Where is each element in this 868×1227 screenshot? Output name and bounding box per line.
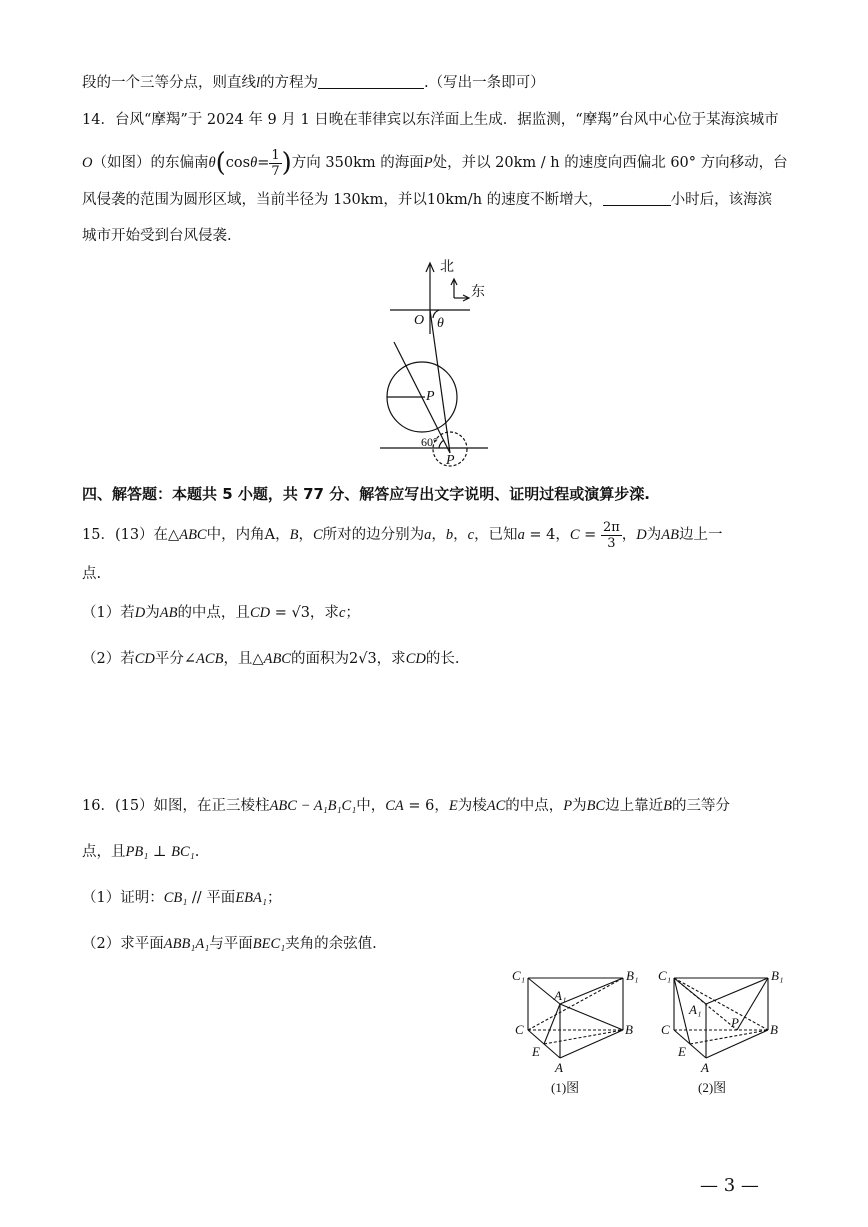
var-ABC: ABC — [263, 651, 291, 667]
q16-text: 边上靠近 — [605, 798, 664, 814]
var-EBA1: EBA₁ — [235, 890, 267, 906]
var-c: c — [467, 527, 475, 543]
label-east: 东 — [471, 285, 485, 300]
section-title: 四、解答题：本题共 5 小题，共 77 分、解答应写出文字说明、证明过程或演算步滦. — [82, 485, 650, 503]
fraction-num: 1 — [271, 147, 280, 163]
page-number: — 3 — — [700, 1175, 759, 1196]
var-BC: BC — [586, 798, 606, 814]
var-BEC1: BEC₁ — [252, 936, 286, 952]
caption-fig2: (2)图 — [698, 1080, 727, 1095]
typhoon-figure — [370, 254, 500, 470]
label-A1: A₁ — [554, 988, 567, 1003]
var-C: C — [569, 527, 580, 543]
q15-text: 15．(13）在△ — [82, 527, 180, 543]
seg-CB1-dashed — [528, 978, 623, 1030]
q15-text: 点. — [82, 566, 102, 582]
var-ABB1A1: ABB₁A₁ — [163, 936, 210, 952]
q13-var-l: l — [256, 75, 261, 91]
var-CD: CD — [405, 651, 426, 667]
var-D: D — [636, 527, 647, 543]
line-O-to-P — [430, 310, 450, 453]
q16-text: . — [194, 844, 200, 860]
equals: = — [257, 155, 270, 171]
q16-text: 16．(15）如图，在正三棱柱 — [82, 798, 270, 814]
q15-text: ，且△ — [223, 651, 264, 667]
q16-text: 点，且 — [82, 844, 126, 860]
label-O: O — [414, 313, 425, 328]
fraction-den: 3 — [607, 535, 616, 551]
seg-EB-dashed — [690, 1030, 768, 1044]
q15-text: ， — [453, 527, 468, 543]
edge-AB — [560, 1030, 623, 1058]
q15-text: 所对的边分别为 — [322, 527, 425, 543]
q15-text: （2）若 — [82, 651, 135, 667]
q15-text: ，已知 — [474, 527, 518, 543]
q16-text: // 平面 — [187, 890, 236, 906]
q15-text: = √3，求 — [270, 605, 339, 621]
q16-text: ； — [266, 890, 282, 906]
label-P: P — [731, 1015, 739, 1030]
q14-answer-blank[interactable] — [603, 191, 671, 206]
label-theta: θ — [437, 316, 444, 331]
label-north: 北 — [440, 260, 454, 275]
var-P: P — [423, 155, 433, 171]
q16-part1 — [82, 888, 281, 908]
label-C: C — [515, 1022, 524, 1037]
var-a: a — [517, 527, 525, 543]
edge-A1B1 — [560, 978, 623, 1004]
q16-text: = 6， — [403, 798, 449, 814]
label-A: A — [701, 1060, 709, 1075]
q14-line3 — [82, 190, 772, 210]
var-ABC: ABC — [179, 527, 207, 543]
q16-line2 — [82, 842, 199, 862]
q13-hint: .（写出一条即可） — [424, 75, 545, 91]
q16-text: （2）求平面 — [82, 936, 164, 952]
q14-text: 风侵袭的范围为圆形区域，当前半径为 130km，并以10km/h 的速度不断增大， — [82, 192, 603, 208]
seg-PB1 — [737, 978, 768, 1030]
label-B1: B₁ — [626, 968, 639, 983]
q14-text: 城市开始受到台风侵袭. — [82, 228, 232, 244]
q16-text: 的三等分 — [672, 798, 730, 814]
var-AB: AB — [159, 605, 178, 621]
seg-C1E — [674, 978, 690, 1044]
q13-text: 段的一个三等分点，则直线 — [82, 75, 256, 91]
fraction-num: 2π — [602, 519, 620, 535]
var-O: O — [82, 155, 93, 171]
paren-close: ) — [281, 148, 292, 178]
equals: = — [579, 527, 601, 543]
q15-text: 的中点，且 — [177, 605, 250, 621]
q14-text: 小时后，该海滨 — [670, 192, 773, 208]
fraction-two-pi-thirds — [601, 520, 622, 551]
q15-line1 — [82, 518, 722, 552]
q13-answer-blank[interactable] — [318, 74, 424, 89]
q14-text: 方向 350km 的海面 — [291, 155, 424, 171]
q14-text: 处，并以 20km / h 的速度向西偏北 60° 方向移动，台 — [432, 155, 788, 171]
var-b: b — [445, 527, 454, 543]
q15-text: 中，内角A， — [206, 527, 290, 543]
var-B: B — [663, 798, 672, 814]
q15-part2 — [82, 649, 459, 669]
fraction-one-seventh — [269, 148, 281, 179]
seg-A1E — [544, 1004, 560, 1044]
section-heading — [82, 484, 650, 504]
label-E: E — [532, 1044, 540, 1059]
label-B1: B₁ — [771, 968, 784, 983]
q14-line1 — [82, 110, 779, 130]
label-C: C — [661, 1022, 670, 1037]
var-theta: θ — [208, 155, 216, 171]
label-E: E — [678, 1044, 686, 1059]
fraction-den: 7 — [271, 163, 280, 179]
q15-text: 的长. — [425, 651, 460, 667]
var-ACB: ACB — [196, 651, 224, 667]
q16-text: （1）证明： — [82, 890, 164, 906]
q15-text: ， — [621, 527, 637, 543]
var-P: P — [563, 798, 573, 814]
q16-text: 中， — [356, 798, 386, 814]
label-A1: A₁ — [689, 1002, 702, 1017]
var-prism: ABC − A₁B₁C₁ — [269, 798, 357, 814]
q16-text: 的中点， — [505, 798, 564, 814]
q14-line4 — [82, 226, 232, 246]
q14-text: （如图）的东偏南 — [92, 155, 209, 171]
q15-text: ， — [298, 527, 313, 543]
q16-text: 夹角的余弦值. — [285, 936, 377, 952]
q15-text: 平分∠ — [154, 651, 197, 667]
var-AC: AC — [486, 798, 506, 814]
q15-text: 的面积为2√3，求 — [290, 651, 406, 667]
var-c: c — [338, 605, 346, 621]
q13-tail — [82, 73, 545, 93]
cos-label: cos — [225, 155, 251, 171]
var-E: E — [448, 798, 458, 814]
q15-line2 — [82, 564, 101, 584]
q15-text: 为 — [646, 527, 662, 543]
var-CD: CD — [249, 605, 271, 621]
prism-figure-1 — [508, 964, 648, 1100]
q15-text: ， — [431, 527, 446, 543]
prism-figure-2 — [656, 964, 796, 1100]
q16-line1 — [82, 796, 730, 816]
q15-text: = 4， — [524, 527, 570, 543]
var-CA: CA — [385, 798, 404, 814]
label-B: B — [770, 1022, 778, 1037]
edge-A1B1 — [706, 978, 768, 1004]
q16-text: 为棱 — [457, 798, 487, 814]
var-CD: CD — [134, 651, 155, 667]
q14-line2 — [82, 146, 788, 180]
label-C1: C₁ — [512, 968, 526, 983]
q15-text: 边上一 — [678, 527, 723, 543]
perp-symbol: ⊥ — [148, 844, 172, 860]
label-angle-60: 60° — [421, 435, 438, 449]
q16-text: 为 — [572, 798, 587, 814]
var-C: C — [312, 527, 323, 543]
label-B: B — [625, 1022, 633, 1037]
q13-text-mid: 的方程为 — [260, 75, 319, 91]
label-P-lower: P — [446, 453, 455, 468]
var-theta: θ — [250, 155, 258, 171]
q15-part1 — [82, 603, 360, 623]
var-CB1: CB₁ — [163, 890, 188, 906]
label-A: A — [555, 1060, 563, 1075]
seg-EB-dashed — [544, 1030, 623, 1044]
q15-text: （1）若 — [82, 605, 135, 621]
q14-text: 14．台风“摩羯”于 2024 年 9 月 1 日晚在菲律宾以东洋面上生成．据监测，“摩羯”台风中心位于某海滨城市 — [82, 112, 779, 128]
var-a: a — [424, 527, 432, 543]
edge-AB — [706, 1030, 768, 1058]
caption-fig1: (1)图 — [551, 1080, 580, 1095]
label-C1: C₁ — [658, 968, 672, 983]
var-D: D — [134, 605, 146, 621]
var-PB1: PB₁ — [125, 844, 149, 860]
paren-open: ( — [215, 148, 226, 178]
angle-arc — [439, 440, 444, 448]
q15-text: 为 — [145, 605, 160, 621]
label-P-upper: P — [426, 389, 435, 404]
var-BC1: BC₁ — [171, 844, 195, 860]
q15-text: ； — [345, 605, 360, 621]
q16-text: 与平面 — [209, 936, 253, 952]
var-B: B — [289, 527, 299, 543]
var-AB: AB — [661, 527, 679, 543]
q16-part2 — [82, 934, 377, 954]
